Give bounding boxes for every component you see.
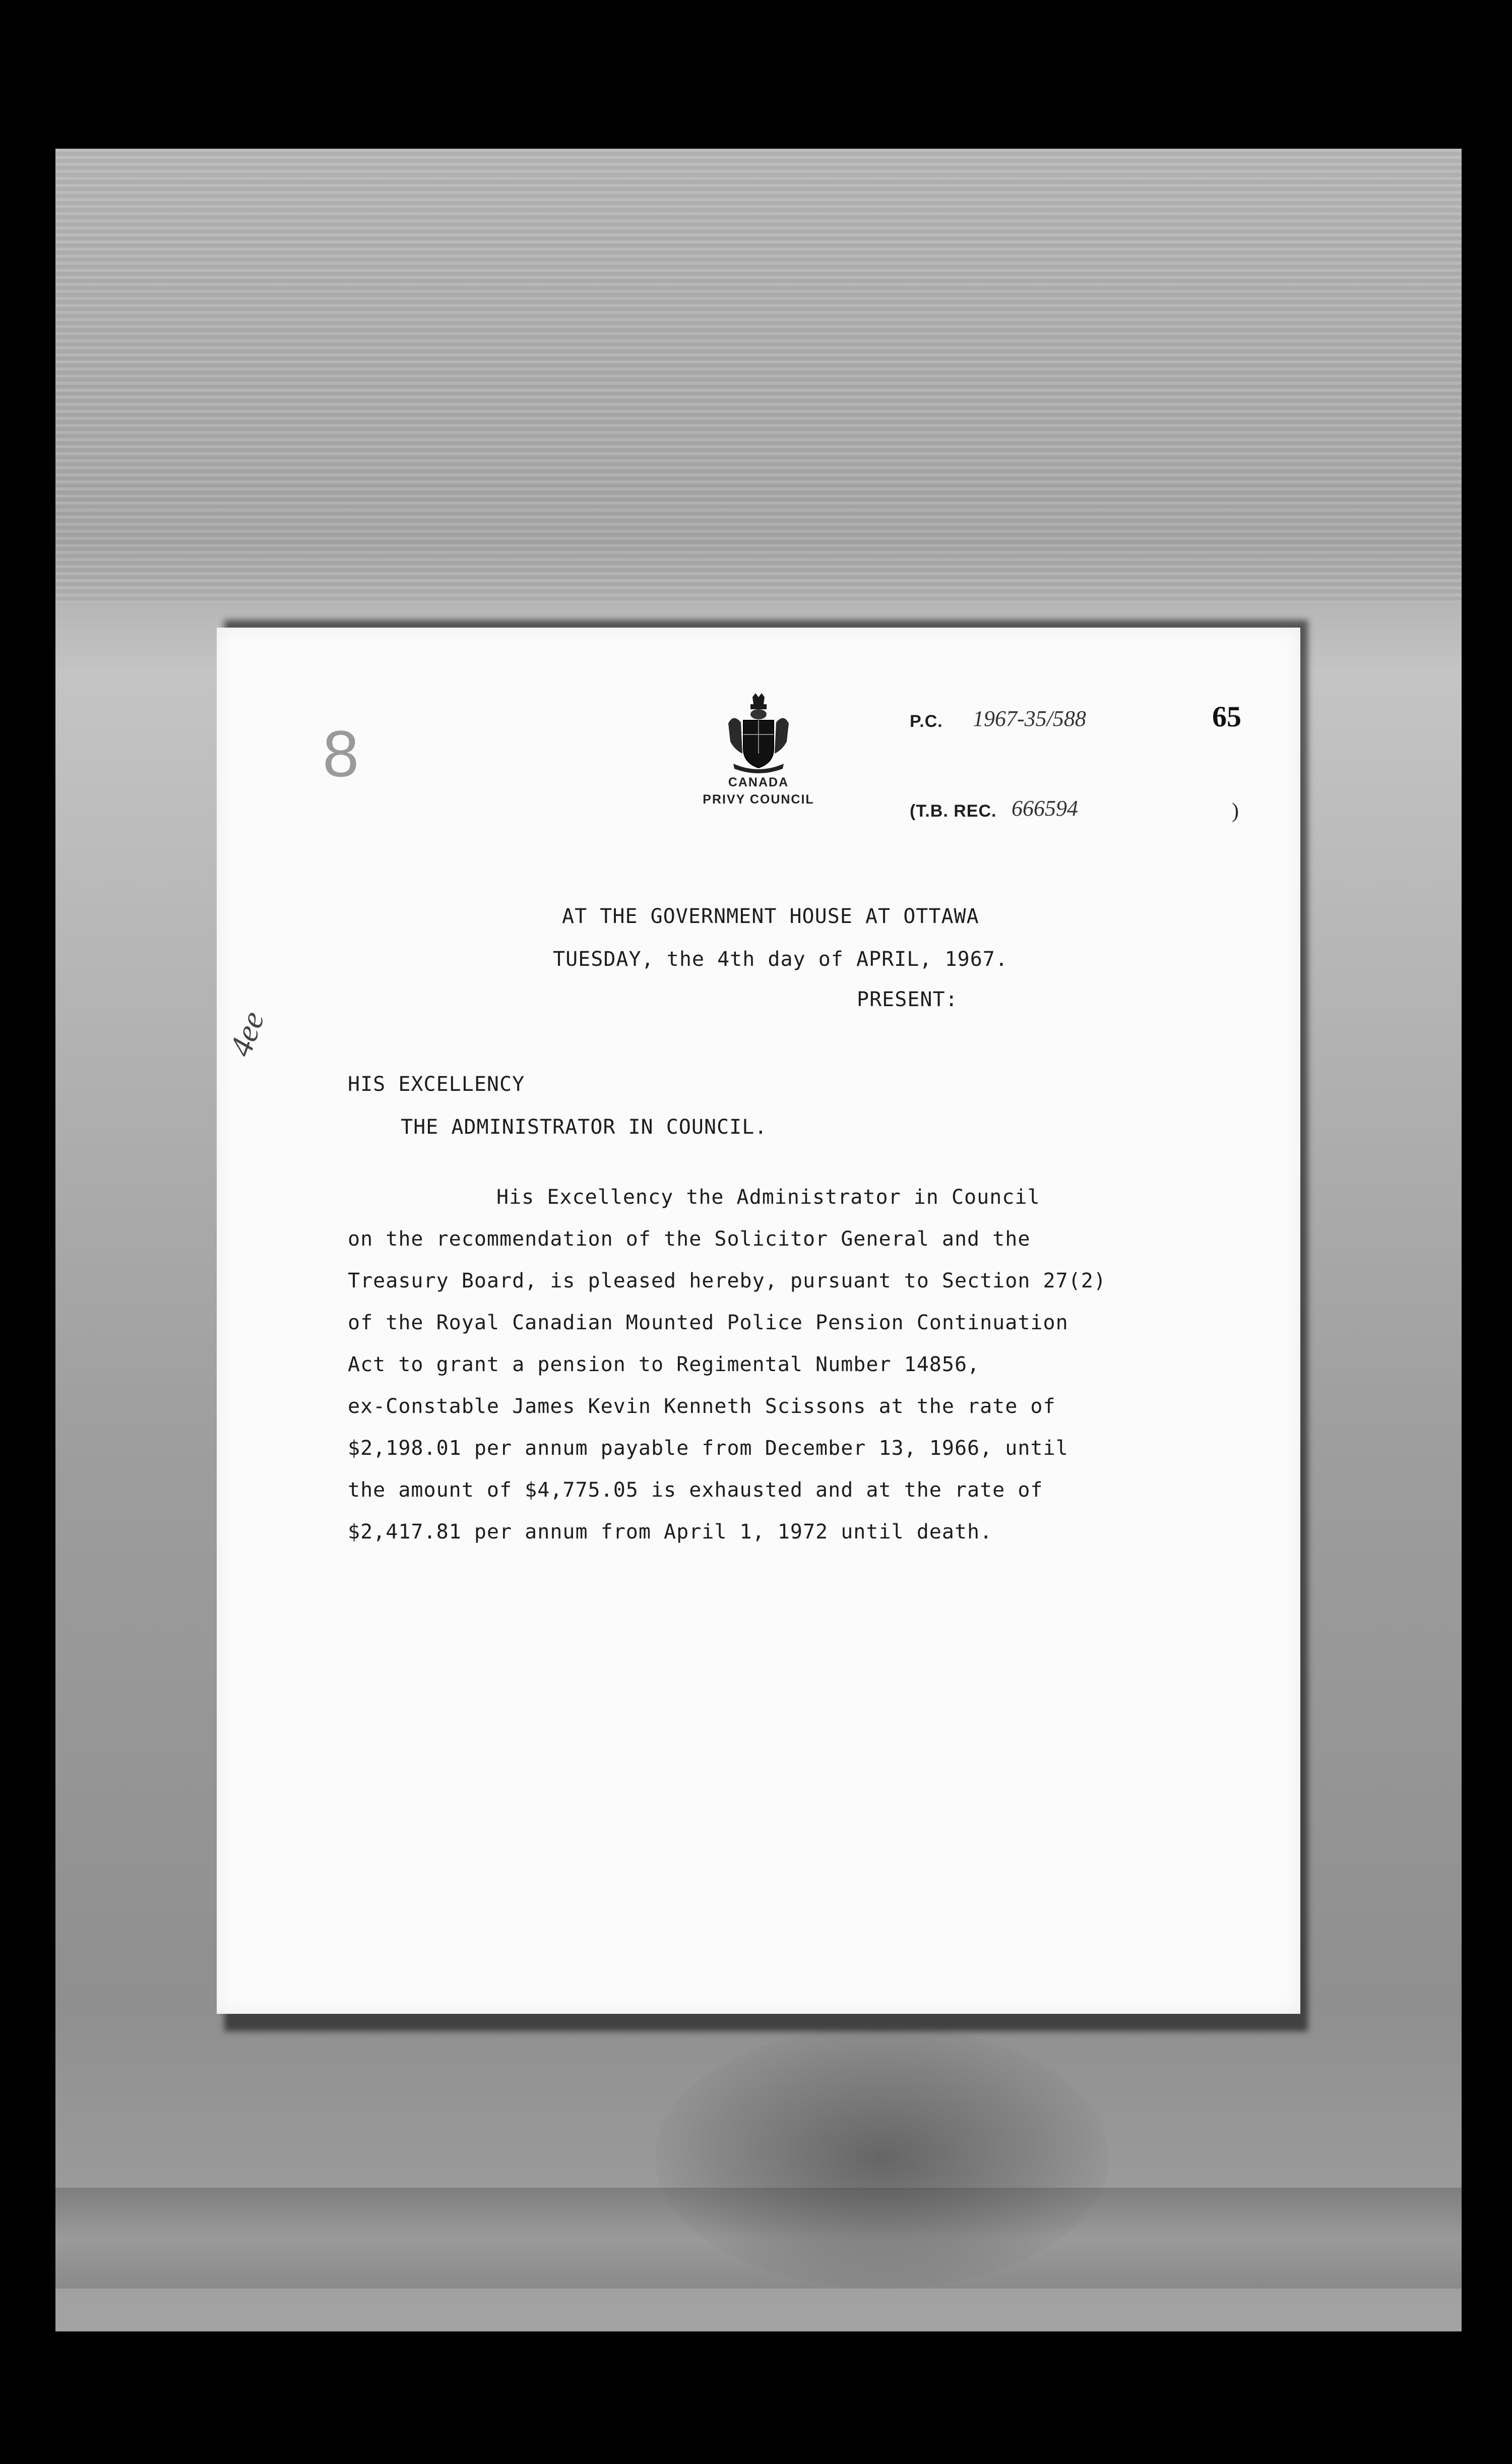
heading-present: PRESENT:	[857, 988, 958, 1011]
mount-texture	[55, 149, 1462, 602]
tb-close: )	[1232, 799, 1239, 823]
stain	[655, 2026, 1109, 2289]
body-line-4: of the Royal Canadian Mounted Police Pension Continuation	[348, 1311, 1068, 1334]
body-line-7: $2,198.01 per annum payable from December 13, 1966, until	[348, 1437, 1068, 1460]
body-line-3: Treasury Board, is pleased hereby, pursuant to Section 27(2)	[348, 1269, 1106, 1292]
heading-date: TUESDAY, the 4th day of APRIL, 1967.	[553, 948, 1008, 971]
body-line-2: on the recommendation of the Solicitor General and the	[348, 1227, 1031, 1251]
tb-number: 666594	[1012, 796, 1078, 821]
pc-label: P.C.	[910, 712, 943, 731]
pc-number: 1967-35/588	[973, 706, 1086, 731]
crest-label-canada: CANADA	[728, 775, 789, 789]
present-line2: THE ADMINISTRATOR IN COUNCIL.	[401, 1116, 768, 1139]
body-line-5: Act to grant a pension to Regimental Number 14856,	[348, 1353, 980, 1376]
page-number: 65	[1212, 700, 1241, 733]
present-line1: HIS EXCELLENCY	[348, 1073, 525, 1096]
folio-mark: 8	[323, 717, 359, 790]
body-line-8: the amount of $4,775.05 is exhausted and at the rate of	[348, 1479, 1043, 1502]
margin-initials: 4ee	[222, 1006, 272, 1061]
coat-of-arms	[696, 693, 822, 808]
crest-icon	[723, 693, 794, 774]
body-line-9: $2,417.81 per annum from April 1, 1972 until death.	[348, 1520, 993, 1544]
body-line-6: ex-Constable James Kevin Kenneth Scissons at the rate of	[348, 1395, 1056, 1418]
body-line-1: His Excellency the Administrator in Council	[496, 1186, 1040, 1209]
crest-label-privy-council: PRIVY COUNCIL	[703, 792, 814, 807]
tb-label: (T.B. REC.	[910, 802, 997, 821]
heading-location: AT THE GOVERNMENT HOUSE AT OTTAWA	[562, 905, 979, 928]
